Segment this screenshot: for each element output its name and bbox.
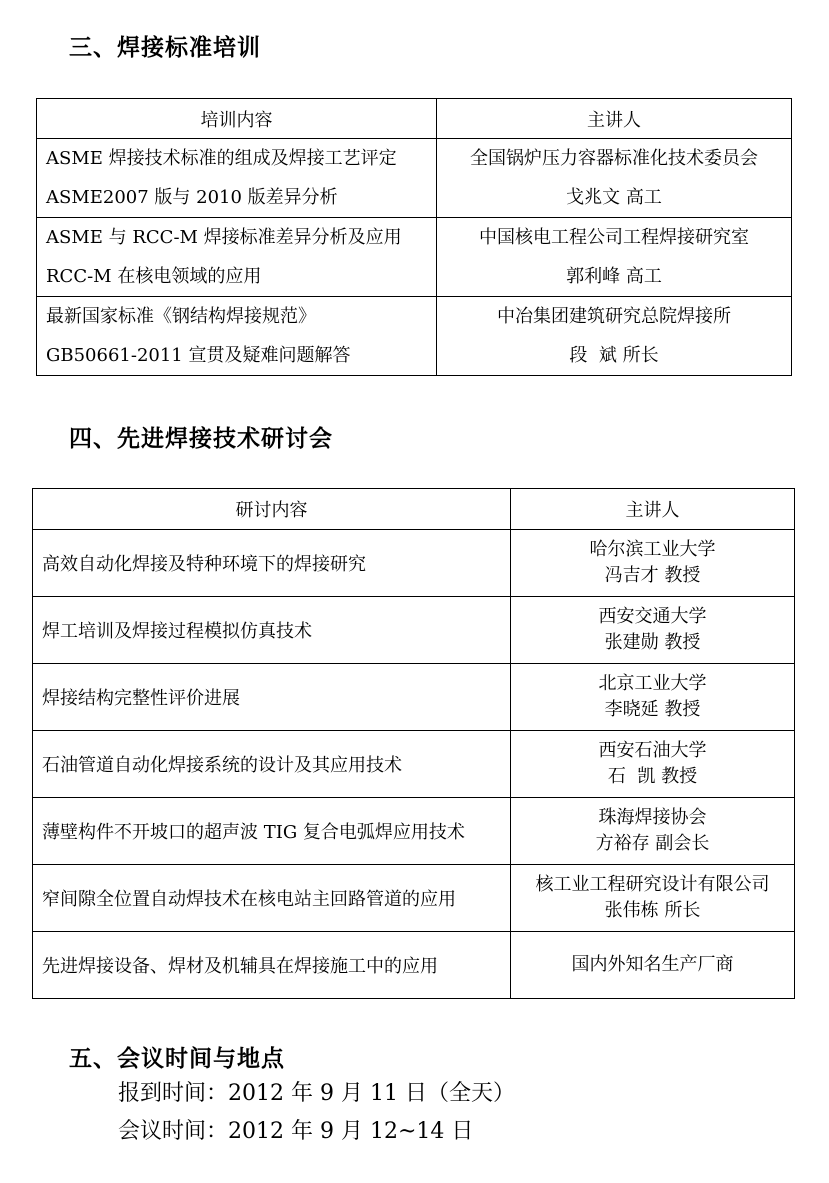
standards-training-table	[36, 98, 792, 376]
table-row	[33, 597, 795, 664]
registration-time: 报到时间：2012 年 9 月 11 日（全天）	[118, 1081, 515, 1106]
topic-line: RCC-M 在核电领域的应用	[46, 266, 262, 287]
section5-title: 五、会议时间与地点	[69, 1046, 285, 1072]
training-topic	[37, 218, 437, 297]
training-topic	[37, 139, 437, 218]
training-topic	[37, 297, 437, 376]
speaker-name: 郭利峰 高工	[566, 266, 662, 287]
section4-title: 四、先进焊接技术研讨会	[69, 426, 333, 452]
topic-line: 最新国家标准《钢结构焊接规范》	[46, 306, 316, 327]
speaker-org: 北京工业大学	[598, 673, 707, 694]
seminar-topic: 石油管道自动化焊接系统的设计及其应用技术	[33, 731, 511, 798]
speaker-org: 西安交通大学	[598, 606, 707, 627]
seminar-table	[32, 488, 795, 999]
training-speaker	[437, 297, 792, 376]
seminar-topic: 焊接结构完整性评价进展	[33, 664, 511, 731]
speaker-name: 张伟栋 所长	[604, 900, 701, 921]
speaker-org: 中国核电工程公司工程焊接研究室	[479, 227, 749, 248]
seminar-speaker	[511, 664, 795, 731]
speaker-org: 全国锅炉压力容器标准化技术委员会	[470, 148, 758, 169]
seminar-topic: 窄间隙全位置自动焊技术在核电站主回路管道的应用	[33, 865, 511, 932]
speaker-org: 哈尔滨工业大学	[589, 539, 716, 560]
table-row	[33, 664, 795, 731]
seminar-speaker	[511, 731, 795, 798]
column-header-speaker: 主讲人	[511, 489, 795, 530]
section3-title: 三、焊接标准培训	[69, 35, 261, 61]
topic-line: ASME2007 版与 2010 版差异分析	[46, 187, 338, 208]
column-header-speaker: 主讲人	[437, 99, 792, 139]
training-speaker	[437, 139, 792, 218]
seminar-speaker	[511, 865, 795, 932]
speaker-name: 段 斌 所长	[569, 345, 659, 366]
speaker-org: 中冶集团建筑研究总院焊接所	[497, 306, 731, 327]
table-row	[33, 798, 795, 865]
seminar-speaker	[511, 932, 795, 999]
speaker-name: 张建勋 教授	[604, 632, 701, 653]
topic-line: ASME 焊接技术标准的组成及焊接工艺评定	[46, 148, 397, 169]
table-row	[33, 731, 795, 798]
table-row	[37, 139, 792, 218]
column-header-content: 培训内容	[37, 99, 437, 139]
speaker-name: 冯吉才 教授	[604, 565, 701, 586]
speaker-name: 方裕存 副会长	[595, 833, 710, 854]
table-header-row	[37, 99, 792, 139]
topic-line: ASME 与 RCC-M 焊接标准差异分析及应用	[46, 227, 402, 248]
speaker-org: 珠海焊接协会	[598, 807, 707, 828]
training-speaker	[437, 218, 792, 297]
seminar-speaker	[511, 597, 795, 664]
seminar-topic: 先进焊接设备、焊材及机辅具在焊接施工中的应用	[33, 932, 511, 999]
table-row	[37, 297, 792, 376]
table-row	[33, 932, 795, 999]
table-header-row	[33, 489, 795, 530]
table-row	[33, 865, 795, 932]
seminar-topic: 薄壁构件不开坡口的超声波 TIG 复合电弧焊应用技术	[33, 798, 511, 865]
speaker-name: 戈兆文 高工	[566, 187, 662, 208]
column-header-content: 研讨内容	[33, 489, 511, 530]
seminar-speaker	[511, 530, 795, 597]
speaker-name: 石 凯 教授	[607, 766, 698, 787]
seminar-topic: 高效自动化焊接及特种环境下的焊接研究	[33, 530, 511, 597]
seminar-topic: 焊工培训及焊接过程模拟仿真技术	[33, 597, 511, 664]
topic-line: GB50661-2011 宣贯及疑难问题解答	[46, 345, 351, 366]
table-row	[37, 218, 792, 297]
speaker-org: 核工业工程研究设计有限公司	[535, 874, 770, 895]
seminar-speaker	[511, 798, 795, 865]
meeting-time: 会议时间：2012 年 9 月 12~14 日	[118, 1119, 474, 1144]
speaker-name: 李晓延 教授	[604, 699, 701, 720]
table-row	[33, 530, 795, 597]
speaker-org: 国内外知名生产厂商	[571, 954, 734, 975]
speaker-org: 西安石油大学	[598, 740, 707, 761]
